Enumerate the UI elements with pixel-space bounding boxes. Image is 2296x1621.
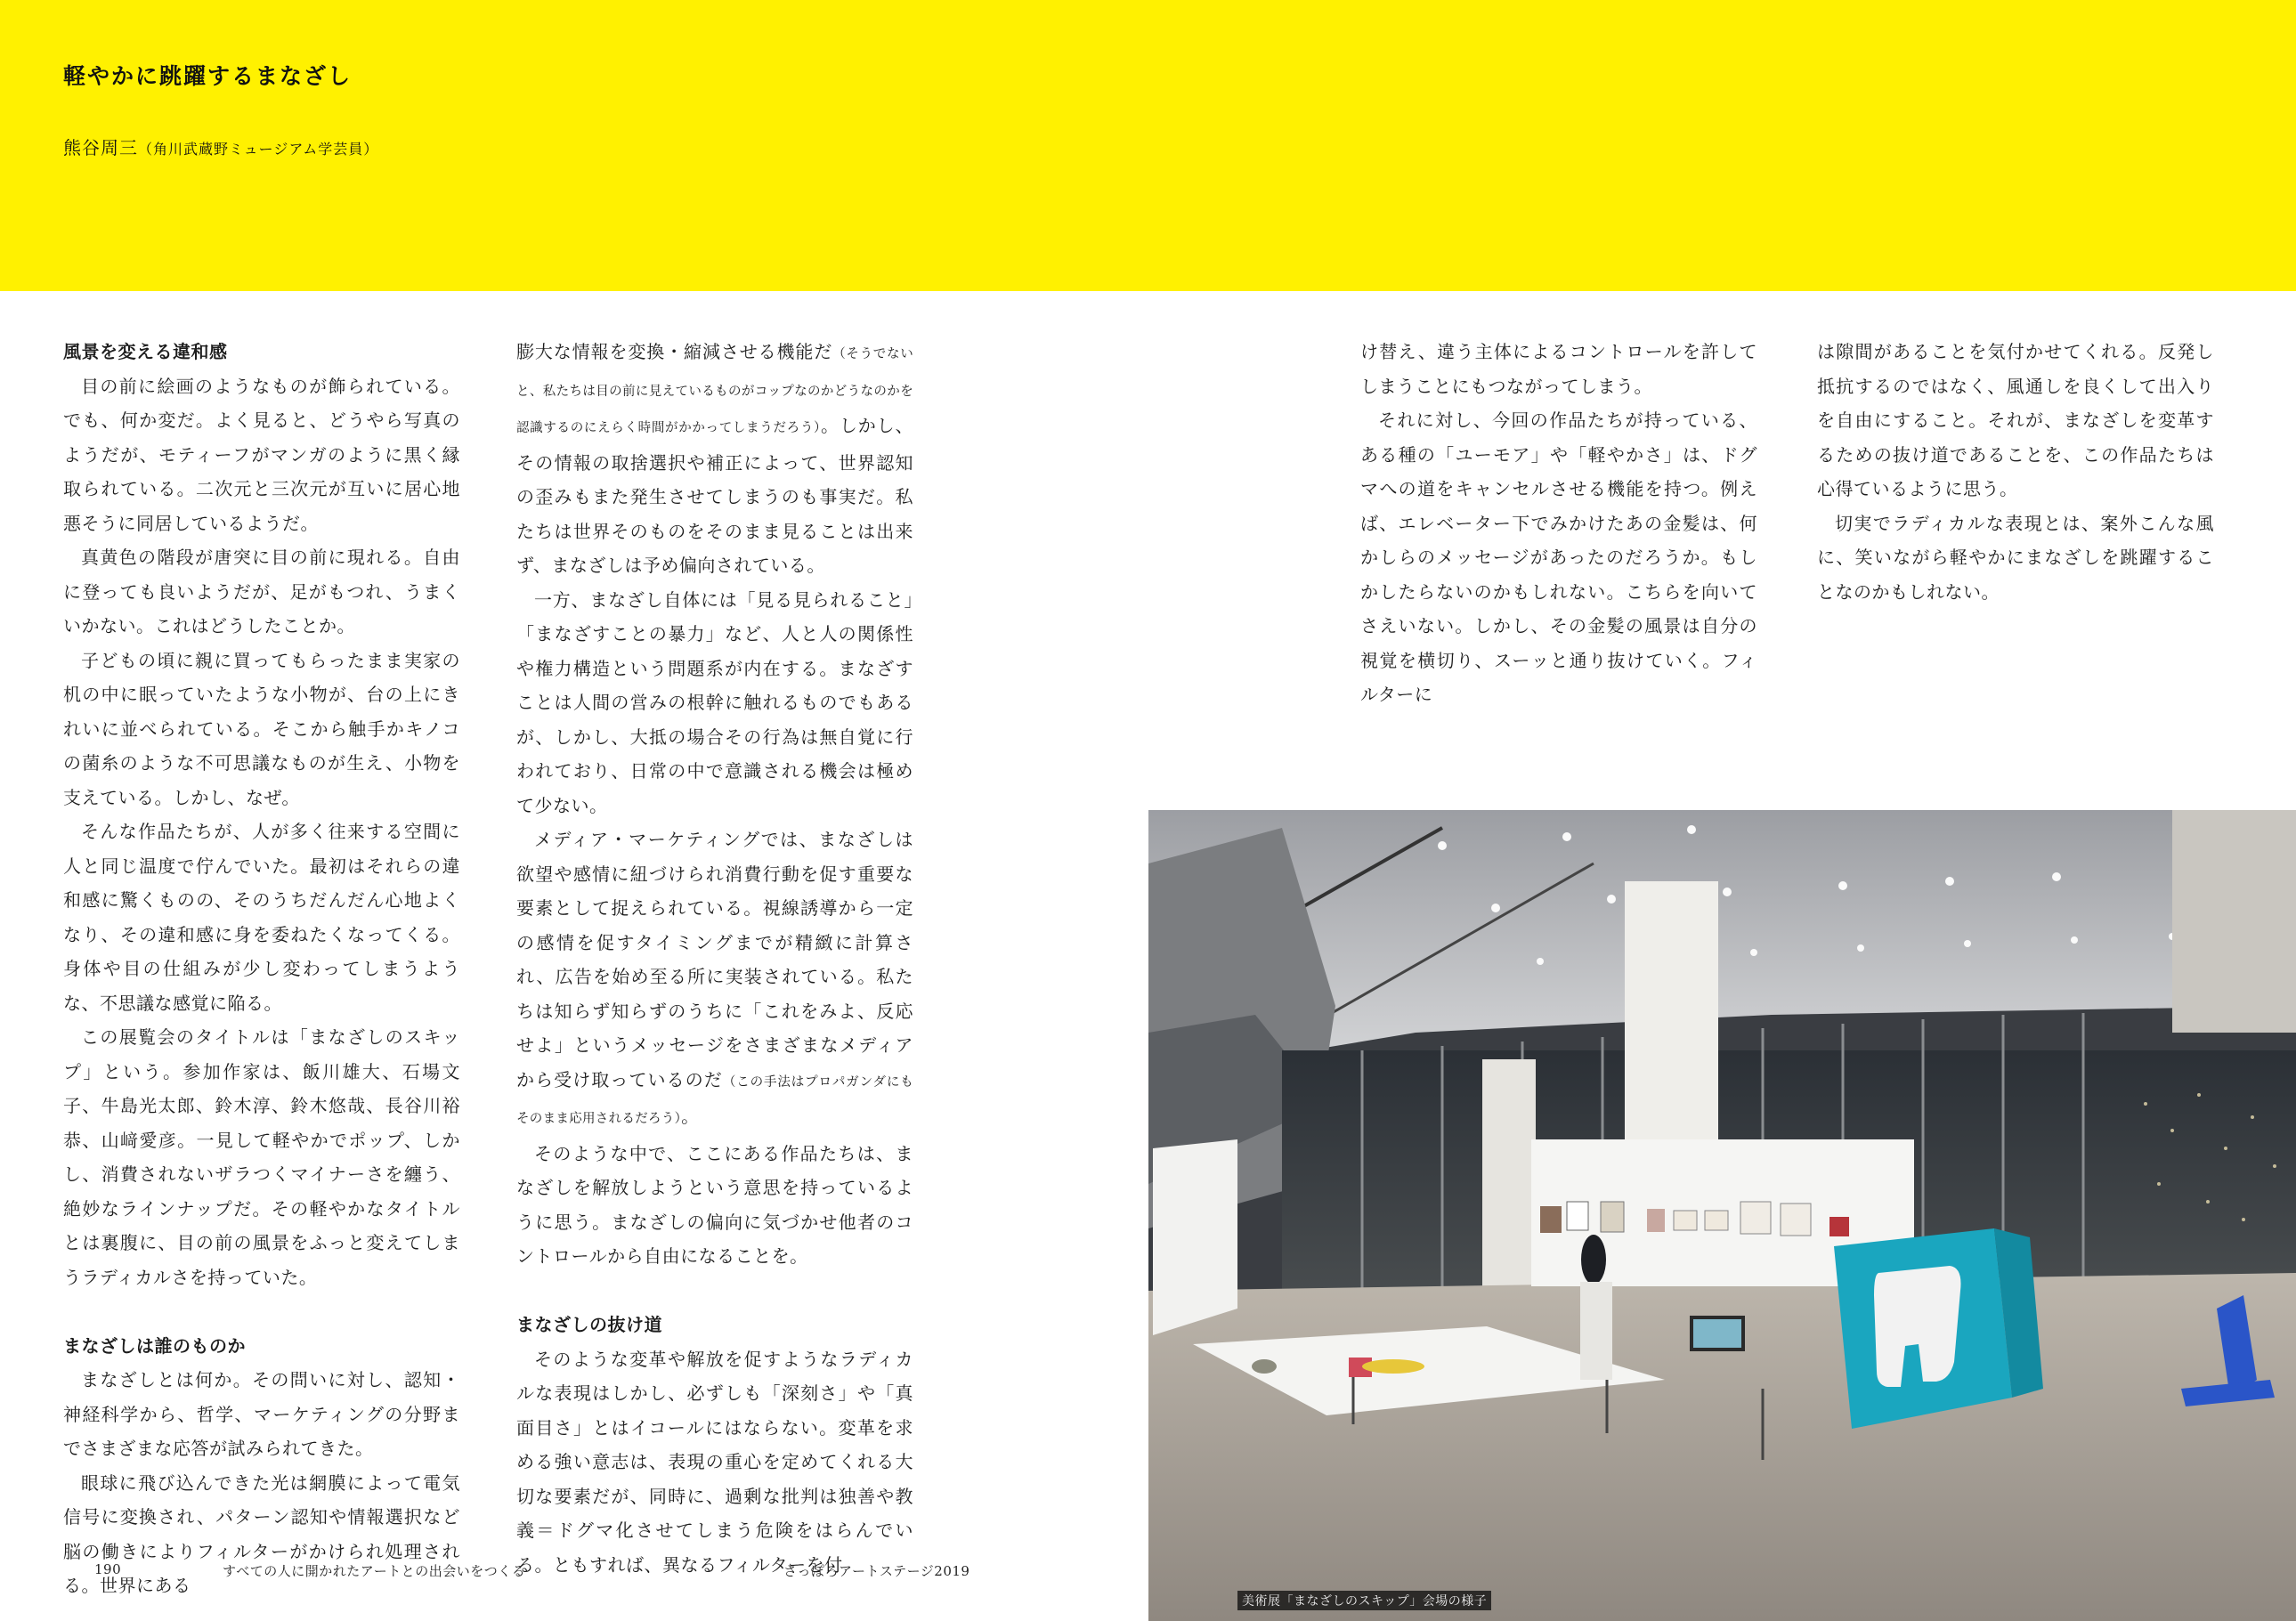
paragraph: この展覧会のタイトルは「まなざしのスキップ」という。参加作家は、飯川雄大、石場文子、牛島光太郎、鈴木淳、鈴木悠哉、長谷川裕恭、山﨑愛彦。一見して軽やかでポップ、しかし、消費されないザラつくマイナーさを纏う、絶妙なラインナップだ。その軽やかなタイトルとは裏腹に、目の前の風景をふっと変えてしまうラディカルさを持っていた。 [63, 1026, 460, 1288]
paragraph: それに対し、今回の作品たちが持っている、ある種の「ユーモア」や「軽やかさ」は、ドグマへの道をキャンセルさせる機能を持つ。例えば、エレベーター下でみかけたあの金髪は、何かしらのメッセージがあったのだろうか。もしかしたらないのかもしれない。こちらを向いてさえいない。しかし、その金髪の風景は自分の視覚を横切り、スーッと通り抜けていく。フィルターに [1360, 409, 1757, 705]
paragraph-text: メディア・マーケティングでは、まなざしは欲望や感情に紐づけられ消費行動を促す重要な要素として捉えられている。視線誘導から一定の感情を促すタイミングまでが精緻に計算され、広告を始め至る所に実装されている。私たちは知らず知らずのうちに「これをみよ、反応せよ」というメッセージをさまざまなメディアから受け取っているのだ [516, 829, 913, 1090]
section-heading-2: まなざしは誰のものか [63, 1334, 246, 1357]
paragraph: そんな作品たちが、人が多く往来する空間に人と同じ温度で佇んでいた。最初はそれらの違和感に驚くものの、そのうちだんだん心地よくなり、その違和感に身を委ねたくなってくる。身体や目の仕組みが少し変わってしまうような、不思議な感覚に陥る。 [63, 821, 460, 1014]
spacer [63, 1294, 460, 1329]
author-line [63, 134, 378, 159]
spacer [516, 1274, 913, 1309]
text-column-4 [1817, 335, 2214, 609]
paragraph: そのような中で、ここにある作品たちは、まなざしを解放しようという意思を持っているように思う。まなざしの偏向に気づかせ他者のコントロールから自由になることを。 [516, 1142, 913, 1267]
paragraph [516, 335, 913, 583]
text-column-3 [1360, 335, 1757, 712]
paragraph-text: 。しかし、その情報の取捨選択や補正によって、世界認知の歪みもまた発生させてしまうのも事実だ。私たちは世界そのものをそのまま見ることは出来ず、まなざしは予め偏向されている。 [516, 415, 914, 576]
paragraph-text: 膨大な情報を変換・縮減させる機能だ [516, 341, 833, 362]
paragraph: け替え、違う主体によるコントロールを許してしまうことにもつながってしまう。 [1360, 341, 1757, 397]
paragraph-text: 。 [681, 1106, 700, 1127]
article-title: 軽やかに跳躍するまなざし [63, 63, 353, 89]
section-heading-3: まなざしの抜け道 [516, 1314, 662, 1335]
paragraph: そのような変革や解放を促すようなラディカルな表現はしかし、必ずしも「深刻さ」や「真面目さ」とはイコールにはならない。変革を求める強い意志は、表現の重心を定めてくれる大切な要素だが、同時に、過剰な批判は独善や教義＝ドグマ化させてしまう危険をはらんでいる。ともすれば、異なるフィルターを付 [516, 1348, 913, 1576]
running-head: さっぽろアートステージ2019 [783, 1563, 970, 1579]
paragraph [516, 823, 913, 1137]
photo-caption: 美術展「まなざしのスキップ」会場の様子 [1237, 1591, 1491, 1610]
paragraph: は隙間があることを気付かせてくれる。反発し抵抗するのではなく、風通しを良くして出入りを自由にすること。それが、まなざしを変革するための抜け道であることを、この作品たちは心得ているように思う。 [1817, 341, 2214, 499]
paragraph: 一方、まなざし自体には「見る見られること」「まなざすことの暴力」など、人と人の関係性や権力構造という問題系が内在する。まなざすことは人間の営みの根幹に触れるものでもあるが、しかし、大抵の場合その行為は無自覚に行われており、日常の中で意識される機会は極めて少ない。 [516, 588, 913, 816]
author-name: 熊谷周三 [63, 137, 138, 158]
paragraph: 子どもの頃に親に買ってもらったまま実家の机の中に眠っていたような小物が、台の上にきれいに並べられている。そこから触手かキノコの菌糸のような不可思議なものが生え、小物を支えている。しかし、なぜ。 [63, 649, 460, 808]
exhibition-photo-illustration [1148, 810, 2296, 1621]
paragraph: 真黄色の階段が唐突に目の前に現れる。自由に登っても良いようだが、足がもつれ、うまくいかない。これはどうしたことか。 [63, 547, 460, 636]
author-affiliation: （角川武蔵野ミュージアム学芸員） [138, 141, 379, 158]
page-number: 190 [94, 1561, 122, 1577]
footnote-aside: （そうでないと、私たちは目の前に見えているものがコップなのかどうなのかを認識するのにえらく時間がかかってしまうだろう） [516, 347, 913, 435]
exhibition-photo [1148, 810, 2296, 1621]
paragraph: 切実でラディカルな表現とは、案外こんな風に、笑いながら軽やかにまなざしを跳躍することなのかもしれない。 [1817, 512, 2214, 603]
paragraph: まなざしとは何か。その問いに対し、認知・神経科学から、哲学、マーケティングの分野までさまざまな応答が試みられてきた。 [63, 1369, 460, 1459]
footnote-aside: （この手法はプロパガンダにもそのまま応用されるだろう） [516, 1074, 913, 1126]
text-column-1 [63, 335, 460, 1603]
section-heading-1: 風景を変える違和感 [63, 341, 228, 362]
text-column-2 [516, 335, 913, 1582]
book-title: すべての人に開かれたアートとの出会いをつくる [223, 1563, 526, 1579]
paragraph: 眼球に飛び込んできた光は網膜によって電気信号に変換され、パターン認知や情報選択など脳の働きによりフィルターがかけられ処理される。世界にある [63, 1471, 460, 1596]
paragraph: 目の前に絵画のようなものが飾られている。でも、何か変だ。よく見ると、どうやら写真のようだが、モティーフがマンガのように黒く縁取られている。二次元と三次元が互いに居心地悪そうに同居しているようだ。 [63, 375, 460, 534]
